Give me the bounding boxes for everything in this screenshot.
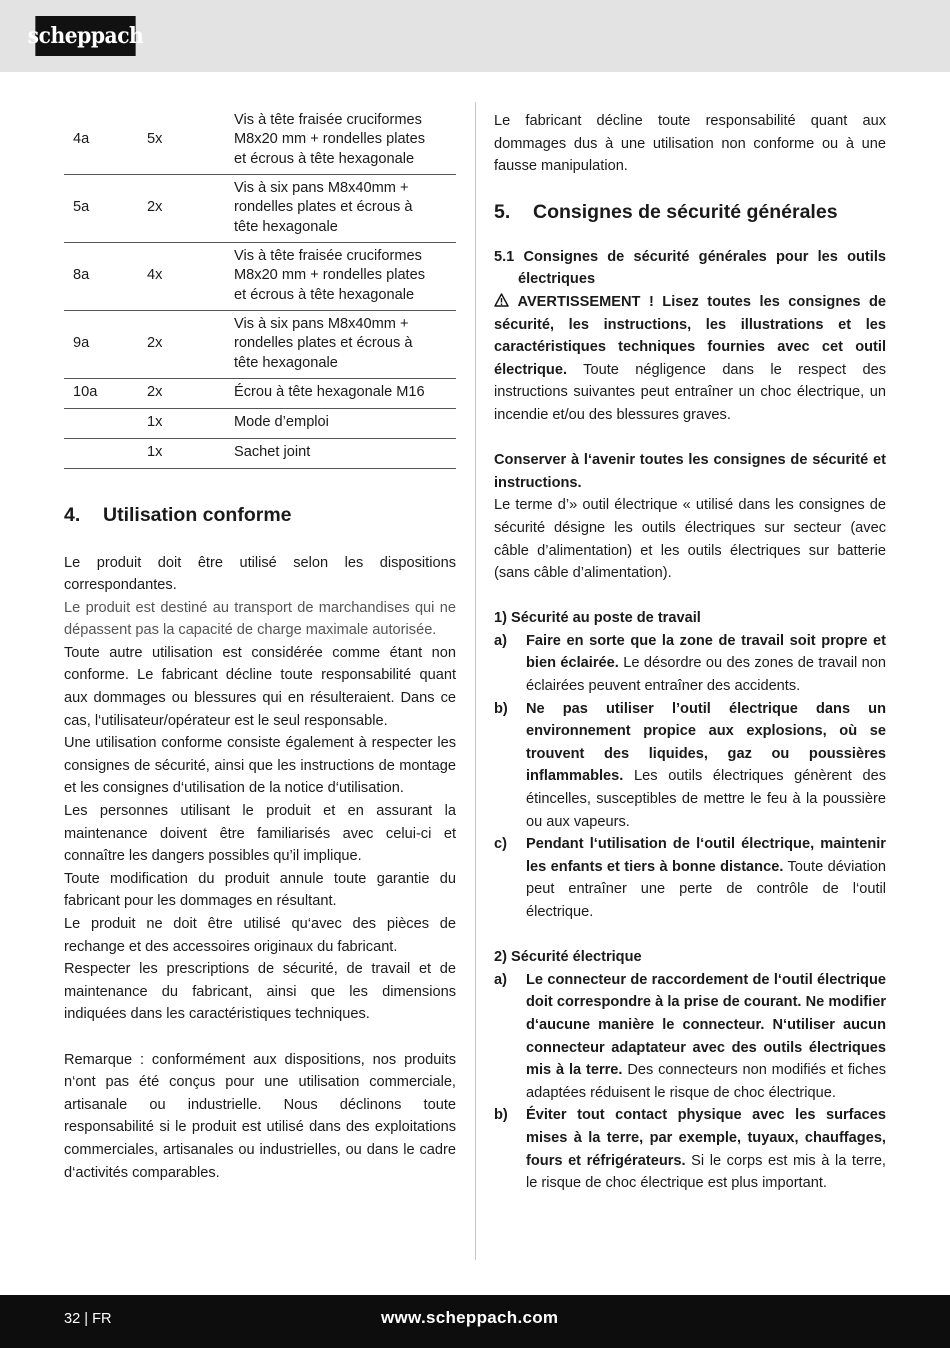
list-item-text: Des connecteurs non modifiés et fiches adaptées réduisent le risque de choc électrique. xyxy=(526,1062,886,1101)
list-item-text: Les outils électriques génèrent des étincelles, susceptibles de mettre le feu à la poussière ou aux vapeurs. xyxy=(526,768,886,830)
list-item-bold: Pendant l‘utilisation de l‘outil électrique, maintenir les enfants et tiers à bonne distance. xyxy=(526,836,886,875)
description-line: Sachet joint xyxy=(234,444,311,461)
description-line: Vis à six pans M8x40mm + xyxy=(234,315,409,332)
section-4-title: Utilisation conforme xyxy=(103,503,292,526)
footer xyxy=(0,1295,950,1348)
section-5-number: 5. xyxy=(494,200,511,223)
warning-bold: AVERTISSEMENT ! Lisez toutes les consignes de sécurité, les instructions, les illustrations et les caractéristiques techniques fournies avec cet outil électrique. xyxy=(494,293,886,378)
list-item xyxy=(494,1104,886,1194)
cell-quantity: 2x xyxy=(147,378,234,408)
section-5-heading xyxy=(494,199,886,225)
s4-paragraph: Toute autre utilisation est considérée comme étant non conforme. Le fabricant décline toute responsabilité quant aux dommages ou blessures qui en résulteraient. Dans ce cas, l‘utilisateur/opérateur est le seul responsable. xyxy=(64,644,456,729)
description-line: rondelles plates et écrous à xyxy=(234,199,413,216)
section-5-title: Consignes de sécurité générales xyxy=(533,200,838,223)
electrical-safety-list xyxy=(494,969,886,1195)
liability-intro: Le fabricant décline toute responsabilité quant aux dommages dus à une utilisation non conforme ou à une fausse manipulation. xyxy=(494,113,886,175)
spacer xyxy=(494,427,886,450)
table-row xyxy=(64,378,456,408)
spacer xyxy=(64,1026,456,1049)
header-band xyxy=(0,0,950,72)
list-item-text: Si le corps est mis à la terre, le risque de choc électrique est plus important. xyxy=(526,1152,886,1192)
subsection-5-1-title: 5.1 Consignes de sécurité générales pour les outils électriques xyxy=(494,248,886,288)
cell-position: 9a xyxy=(64,310,147,378)
list-item-bold: Faire en sorte que la zone de travail soit propre et bien éclairée. xyxy=(526,632,886,672)
list-item-text: Le désordre ou des zones de travail non éclairées peuvent entraîner des accidents. xyxy=(526,655,887,695)
table-row xyxy=(64,174,456,242)
description-line: rondelles plates et écrous à xyxy=(234,335,413,352)
description-line: M8x20 mm + rondelles plates xyxy=(234,267,426,284)
description-line: Vis à six pans M8x40mm + xyxy=(234,179,409,196)
spacer xyxy=(494,924,886,947)
website-link[interactable]: www.scheppach.com xyxy=(381,1308,559,1327)
section-4-heading xyxy=(64,502,456,528)
description-line: tête hexagonale xyxy=(234,354,338,371)
description-line: Vis à tête fraisée cruciformes xyxy=(234,247,422,264)
right-column xyxy=(494,110,886,1195)
s4-paragraph: Respecter les prescriptions de sécurité, de travail et de maintenance du fabricant, ainsi que les dimensions indiquées dans les caractéristiques techniques. xyxy=(64,961,456,1023)
cell-description xyxy=(234,106,456,174)
list-label: a) xyxy=(494,971,507,988)
cell-quantity: 5x xyxy=(147,106,234,174)
warning-text: Toute négligence dans le respect des instructions suivantes peut entraîner un choc électrique, un incendie et/ou des blessures graves. xyxy=(494,361,886,423)
s4-paragraph: Le produit doit être utilisé selon les dispositions correspondantes. xyxy=(64,554,456,594)
s4-paragraph: Le produit est destiné au transport de marchandises qui ne dépassent pas la capacité de charge maximale autorisée. xyxy=(64,599,456,639)
s4-paragraph: Toute modification du produit annule toute garantie du fabricant pour les dommages en résultant. xyxy=(64,870,456,910)
cell-position: 5a xyxy=(64,174,147,242)
s4-paragraph: Les personnes utilisant le produit et en assurant la maintenance doivent être familiarisés avec celui-ci et connaître les dangers possibles qu’il implique. xyxy=(64,803,456,865)
cell-position: 10a xyxy=(64,378,147,408)
list-item-text: Toute déviation peut entraîner une perte de contrôle de l‘outil électrique. xyxy=(526,858,886,920)
cell-description xyxy=(234,310,456,378)
cell-quantity: 2x xyxy=(147,174,234,242)
cell-quantity: 2x xyxy=(147,310,234,378)
spacer xyxy=(494,585,886,608)
description-line: et écrous à tête hexagonale xyxy=(234,150,415,167)
list-item xyxy=(494,969,886,1105)
cell-quantity: 4x xyxy=(147,242,234,310)
left-column xyxy=(64,106,456,1184)
table-row xyxy=(64,242,456,310)
table-row xyxy=(64,106,456,174)
cell-position xyxy=(64,438,147,468)
column-divider xyxy=(475,102,476,1260)
cell-position: 8a xyxy=(64,242,147,310)
keep-instructions-bold: Conserver à l‘avenir toutes les consignes de sécurité et instructions. xyxy=(494,452,886,491)
cell-description xyxy=(234,174,456,242)
page-number: 32 | FR xyxy=(64,1311,112,1327)
cell-description xyxy=(234,438,456,468)
s4-paragraph: Une utilisation conforme consiste également à respecter les consignes de sécurité, ainsi que les instructions de montage et les consignes d‘utilisation de la notice d‘utilisation. xyxy=(64,735,456,797)
s4-remark: Remarque : conformément aux dispositions, nos produits n‘ont pas été conçus pour une utilisation commerciale, artisanale ou industrielle. Nous déclinons toute responsabilité si le produit est utilisé dans des exploitations commerciales, artisanales ou industrielles, ou dans le cadre d‘activités comparables. xyxy=(64,1051,456,1181)
description-line: Vis à tête fraisée cruciformes xyxy=(234,111,422,128)
table-row xyxy=(64,408,456,438)
cell-description xyxy=(234,408,456,438)
list-label: c) xyxy=(494,836,507,853)
warning-paragraph xyxy=(494,291,886,427)
list-item-bold: Ne pas utiliser l’outil électrique dans un environnement propice aux explosions, où se trouvent des liquides, gaz ou poussières inflammables. xyxy=(526,700,886,785)
list-item xyxy=(494,630,886,698)
list-label: b) xyxy=(494,1107,508,1124)
description-line: Mode d’emploi xyxy=(234,414,329,431)
cell-description xyxy=(234,242,456,310)
parts-table xyxy=(64,106,456,469)
description-line: M8x20 mm + rondelles plates xyxy=(234,131,426,147)
section-4-number: 4. xyxy=(64,503,81,526)
workplace-safety-list xyxy=(494,630,886,924)
term-definition: Le terme d’» outil électrique « utilisé dans les consignes de sécurité désigne les outils électriques sur secteur (avec câble d’alimentation) et les outils électriques sur batterie (sans câble d’alimentation). xyxy=(494,497,886,582)
cell-position: 4a xyxy=(64,106,147,174)
cell-quantity: 1x xyxy=(147,408,234,438)
electrical-safety-title: 2) Sécurité électrique xyxy=(494,949,642,966)
workplace-safety-title: 1) Sécurité au poste de travail xyxy=(494,610,701,627)
list-item xyxy=(494,698,886,834)
s4-paragraph: Le produit ne doit être utilisé qu‘avec des pièces de rechange et des accessoires originaux du fabricant. xyxy=(64,916,456,955)
list-item-bold: Le connecteur de raccordement de l‘outil électrique doit correspondre à la prise de courant. Ne modifier d‘aucune manière le connecteur. N‘utiliser aucun connecteur adaptateur avec des outils électriques mis à la terre. xyxy=(526,971,886,1079)
brand-logo: scheppach xyxy=(35,16,135,56)
description-line: et écrous à tête hexagonale xyxy=(234,286,415,303)
list-label: b) xyxy=(494,700,508,717)
table-row xyxy=(64,310,456,378)
list-item-bold: Éviter tout contact physique avec les surfaces mises à la terre, par exemple, tuyaux, chauffages, fours et réfrigérateurs. xyxy=(526,1107,886,1169)
description-line: tête hexagonale xyxy=(234,218,338,235)
list-label: a) xyxy=(494,632,507,649)
cell-position xyxy=(64,408,147,438)
cell-description xyxy=(234,378,456,408)
warning-triangle-icon xyxy=(494,293,509,307)
list-item xyxy=(494,833,886,923)
description-line: Écrou à tête hexagonale M16 xyxy=(234,384,425,401)
cell-quantity: 1x xyxy=(147,438,234,468)
table-row xyxy=(64,438,456,468)
